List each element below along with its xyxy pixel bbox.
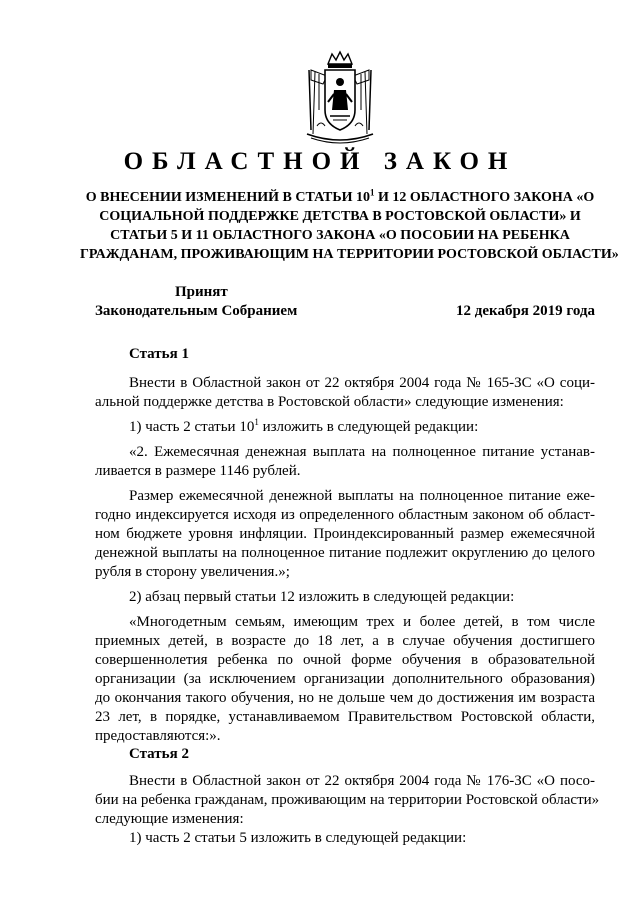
article-2	[95, 745, 600, 848]
paragraph-line: ном бюджете уровня инфляции. Проиндексированный размер ежемесячной	[95, 526, 595, 542]
subtitle-line-4: ГРАЖДАНАМ, ПРОЖИВАЮЩИМ НА ТЕРРИТОРИИ РОСТОВСКОЙ ОБЛАСТИ»	[80, 247, 619, 262]
paragraph-line: годно индексируется исходя из определенного областным законом об област-	[95, 507, 595, 523]
article-1-heading: Статья 1	[129, 346, 189, 362]
adoption-body: Законодательным Собранием	[95, 303, 298, 319]
paragraph-line: Размер ежемесячной денежной выплаты на полноценное питание еже-	[129, 488, 595, 504]
subtitle-line-3: СТАТЬИ 5 И 11 ОБЛАСТНОГО ЗАКОНА «О ПОСОБИИ НА РЕБЕНКА	[110, 228, 570, 243]
paragraph-line: «Многодетным семьям, имеющим трех и более детей, в том числе	[129, 614, 595, 630]
adoption-label: Принят	[175, 284, 228, 300]
adoption-date: 12 декабря 2019 года	[456, 303, 595, 319]
article-2-heading: Статья 2	[129, 746, 189, 762]
paragraph-line: 23 лет, в порядке, устанавливаемом Правительством Ростовской области,	[95, 709, 595, 725]
paragraph-line: 1) часть 2 статьи $10^1$ изложить в следующей редакции:	[129, 417, 479, 435]
subtitle-line-1: О ВНЕСЕНИИ ИЗМЕНЕНИЙ В СТАТЬИ $10^1$ И 12 ОБЛАСТНОГО ЗАКОНА «О	[85, 187, 595, 205]
paragraph-line: до окончания такого обучения, но не дольше чем до достижения им возраста	[95, 690, 595, 706]
paragraph-line: ливается в размере 1146 рублей.	[95, 463, 301, 479]
paragraph-line: Внести в Областной закон от 22 октября 2004 года № 176-ЗС «О посо-	[129, 773, 595, 789]
paragraph-line: «2. Ежемесячная денежная выплата на полноценное питание устанав-	[129, 444, 595, 460]
adoption-row	[95, 302, 595, 321]
paragraph-line: Внести в Областной закон от 22 октября 2004 года № 165-ЗС «О соци-	[129, 375, 595, 391]
paragraph-line: совершеннолетия ребенка по очной форме обучения в образовательной	[95, 652, 595, 668]
article-1	[95, 345, 595, 746]
document-title: ОБЛАСТНОЙ ЗАКОН	[123, 148, 517, 175]
paragraph-line: 2) абзац первый статьи 12 изложить в следующей редакции:	[129, 589, 515, 605]
superscript: 1	[254, 417, 259, 427]
subtitle-line-2: СОЦИАЛЬНОЙ ПОДДЕРЖКЕ ДЕТСТВА В РОСТОВСКОЙ ОБЛАСТИ» И	[99, 209, 581, 224]
paragraph-line: организации (за исключением организации дополнительного образования)	[95, 671, 595, 687]
paragraph-line: 1) часть 2 статьи 5 изложить в следующей редакции:	[129, 830, 467, 846]
paragraph-line: следующие изменения:	[95, 811, 244, 827]
paragraph-line: приемных детей, в возрасте до 18 лет, а в случае обучения достигшего	[95, 633, 595, 649]
document-subtitle	[80, 187, 619, 264]
coat-of-arms-emblem	[297, 50, 383, 144]
paragraph-line: денежной выплаты на полноценное питание подлежит округлению до целого	[95, 545, 595, 561]
adoption-block	[95, 283, 595, 321]
paragraph-line: альной поддержке детства в Ростовской области» следующие изменения:	[95, 394, 564, 410]
paragraph-line: бии на ребенка гражданам, проживающим на территории Ростовской области»	[95, 792, 600, 808]
paragraph-line: предоставляются:».	[95, 728, 221, 744]
superscript: 1	[369, 187, 375, 198]
paragraph-line: рубля в сторону увеличения.»;	[95, 564, 290, 580]
